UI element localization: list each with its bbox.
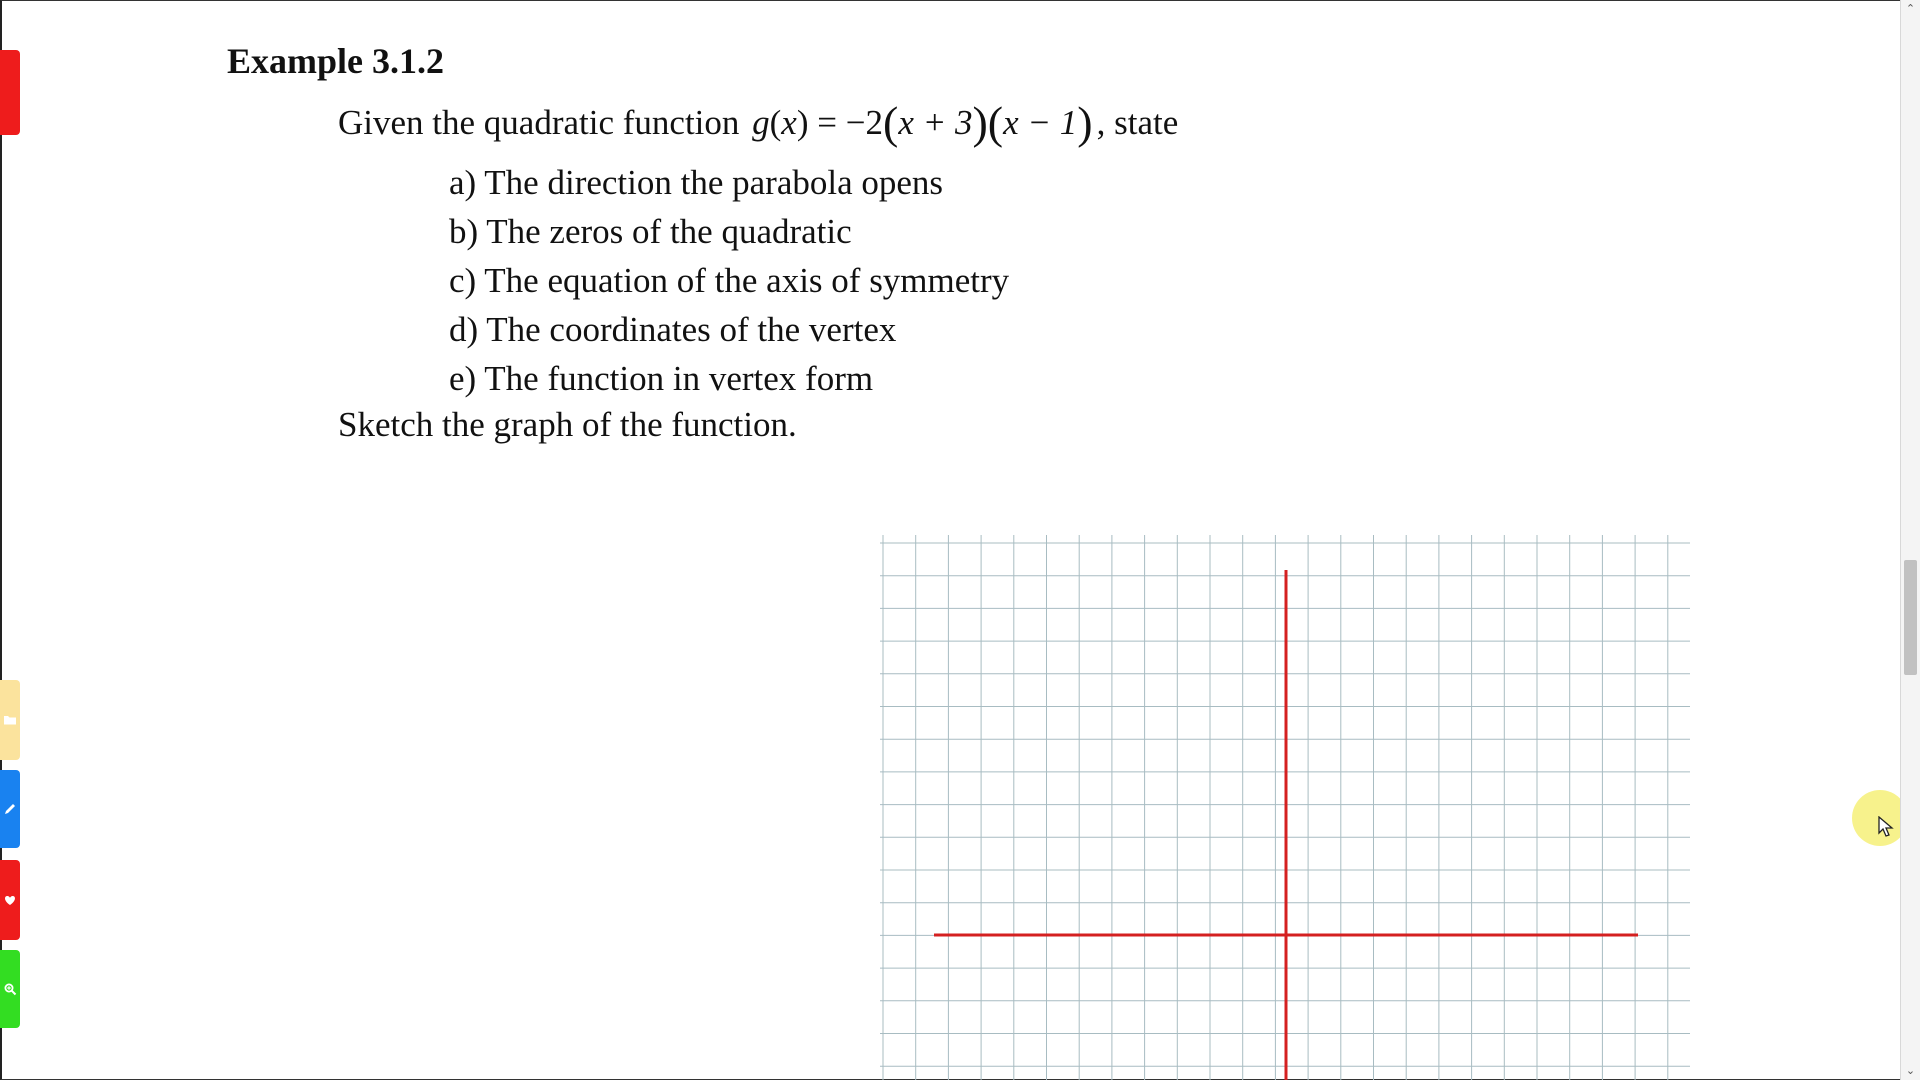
quadratic-formula: g(x) = −2(x + 3)(x − 1) [752,97,1093,148]
question-part: e) The function in vertex form [449,359,874,398]
folder-icon [3,713,17,727]
formula-argument: x [781,103,797,142]
cursor-icon [1878,816,1894,838]
question-parts-list [449,158,1009,403]
side-tab-heart[interactable] [0,860,20,940]
vertical-scrollbar[interactable] [1900,0,1920,1080]
formula-coefficient: = −2 [817,103,883,142]
question-part: b) The zeros of the quadratic [449,212,852,251]
side-tab-zoom[interactable] [0,950,20,1028]
side-tab-pen[interactable] [0,770,20,848]
chevron-down-icon[interactable]: ⌄ [1905,1064,1916,1077]
question-part: a) The direction the parabola opens [449,163,944,202]
intro-prefix: Given the quadratic function [338,103,740,142]
side-tab-folder[interactable] [0,680,20,760]
formula-factor-2: x − 1 [1003,103,1078,142]
scrollbar-thumb[interactable] [1904,560,1917,675]
question-part: c) The equation of the axis of symmetry [449,261,1010,300]
question-part: d) The coordinates of the vertex [449,310,897,349]
example-heading: Example 3.1.2 [227,41,445,81]
question-intro [338,96,1178,149]
formula-factor-1: x + 3 [898,103,973,142]
pen-icon [3,802,17,816]
heart-icon [3,893,17,907]
sketch-instruction: Sketch the graph of the function. [338,405,797,444]
graph-paper [880,535,1690,1080]
formula-function-name: g [752,103,770,142]
chevron-up-icon[interactable]: ⌃ [1905,2,1916,15]
side-tab-bookmark[interactable] [0,50,20,135]
zoom-icon [3,982,17,996]
intro-suffix: , state [1096,103,1179,142]
